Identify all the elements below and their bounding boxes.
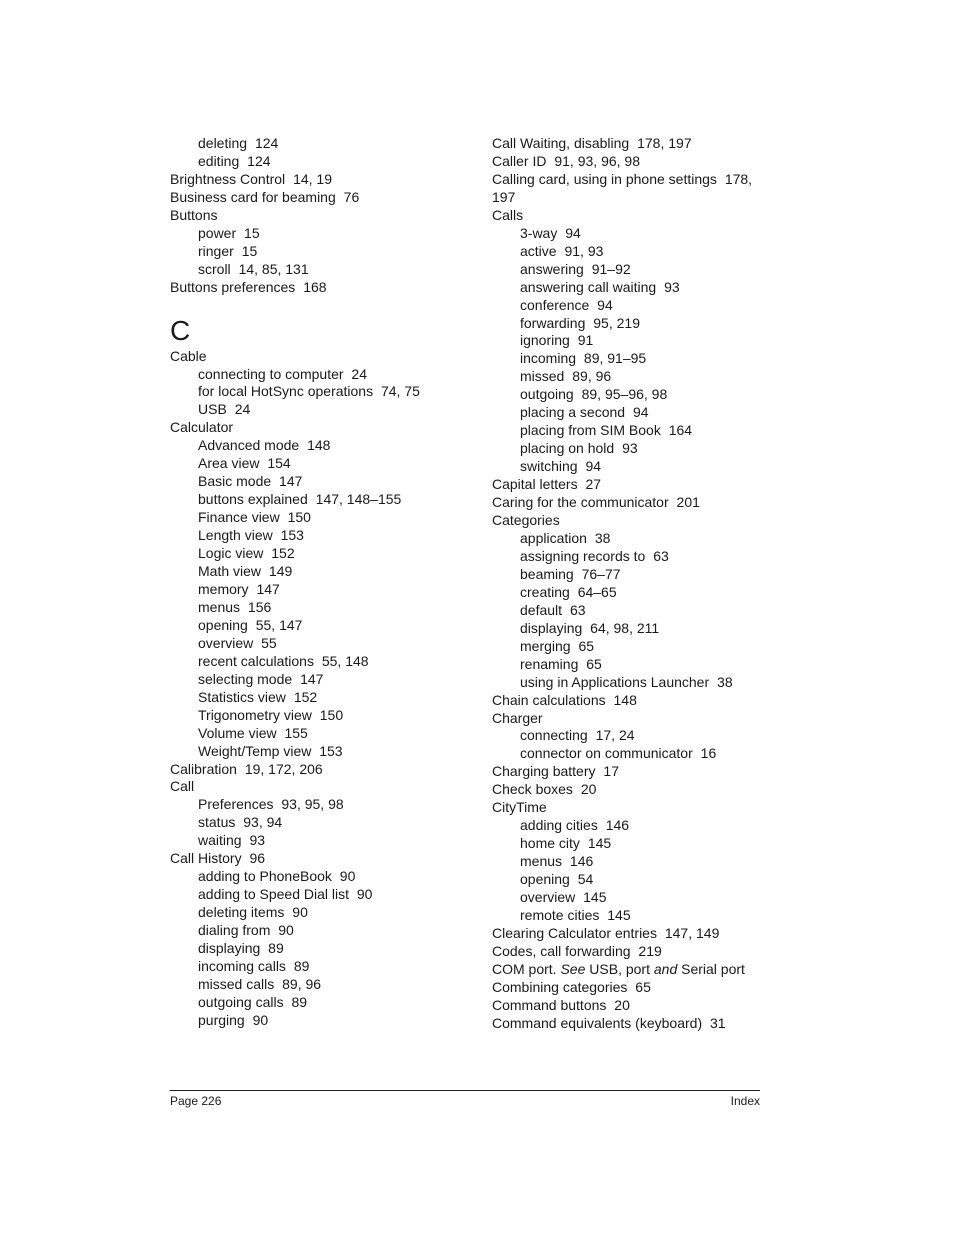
index-entry	[170, 225, 470, 243]
entry-pages: 14, 85, 131	[238, 260, 309, 277]
entry-pages: 14, 19	[293, 170, 332, 187]
index-entry	[492, 943, 760, 961]
index-entry	[170, 886, 470, 904]
entry-term: COM port.	[492, 960, 557, 977]
entry-pages: 91–92	[591, 260, 631, 277]
index-entry	[170, 976, 470, 994]
entry-pages: 149	[268, 563, 293, 580]
entry-term: opening	[520, 871, 570, 888]
entry-term: Basic mode	[198, 473, 272, 490]
index-entry	[170, 994, 470, 1012]
entry-pages: 94	[597, 296, 613, 313]
index-entry	[170, 814, 470, 832]
index-entry	[492, 710, 760, 728]
entry-pages: 156	[247, 598, 272, 615]
entry-term: opening	[198, 616, 248, 633]
entry-pages: 24	[351, 365, 367, 382]
entry-pages: 89	[291, 993, 308, 1010]
index-entry	[492, 279, 760, 297]
entry-term: missed	[520, 368, 565, 385]
entry-term: connecting	[520, 727, 588, 744]
entry-pages: 89, 96	[282, 975, 322, 992]
entry-pages: 124	[247, 152, 271, 169]
entry-pages: 63	[569, 601, 586, 618]
index-entry	[492, 225, 760, 243]
index-entry	[492, 584, 760, 602]
entry-term: outgoing	[520, 386, 574, 403]
index-entry	[492, 386, 760, 404]
entry-term: adding cities	[520, 817, 598, 834]
index-entry	[170, 868, 470, 886]
index-entry	[492, 476, 760, 494]
index-entry	[170, 279, 470, 297]
see-reference-target: USB, port	[589, 960, 650, 977]
index-entry	[492, 297, 760, 315]
index-entry	[492, 889, 760, 907]
index-entry	[492, 315, 760, 333]
entry-term: scroll	[198, 260, 231, 277]
entry-pages: 24	[234, 401, 251, 418]
entry-pages: 201	[676, 494, 700, 511]
index-entry	[170, 171, 470, 189]
entry-term: Capital letters	[492, 476, 578, 493]
entry-term: buttons explained	[198, 491, 308, 508]
entry-term: Categories	[492, 512, 560, 529]
entry-pages: 38	[594, 529, 611, 546]
entry-pages: 91, 93, 96, 98	[554, 152, 640, 169]
entry-term: power	[198, 224, 237, 241]
entry-term: ignoring	[520, 332, 570, 349]
index-entry	[170, 455, 470, 473]
entry-pages: 64–65	[577, 583, 617, 600]
index-entry	[170, 491, 470, 509]
entry-term: Weight/Temp view	[198, 742, 312, 759]
entry-term: selecting mode	[198, 670, 293, 687]
entry-term: placing a second	[520, 404, 626, 421]
entry-pages: 55	[261, 634, 277, 651]
entry-term: Preferences	[198, 796, 274, 813]
index-entry	[492, 781, 760, 799]
entry-term: outgoing calls	[198, 993, 284, 1010]
index-entry	[492, 961, 760, 979]
entry-pages: 178, 197	[637, 135, 692, 151]
index-entry	[170, 725, 470, 743]
entry-pages: 219	[638, 942, 662, 959]
entry-term: answering	[520, 260, 584, 277]
entry-term: missed calls	[198, 975, 275, 992]
entry-pages: 93	[249, 832, 266, 849]
entry-pages: 153	[319, 742, 343, 759]
entry-term: Charging battery	[492, 763, 596, 780]
entry-term: Length view	[198, 527, 273, 544]
index-column-right	[492, 135, 760, 1033]
entry-pages: 153	[280, 527, 304, 544]
entry-term: using in Applications Launcher	[520, 673, 710, 690]
index-entry	[492, 871, 760, 889]
index-entry	[170, 419, 470, 437]
footer-rule	[170, 1090, 760, 1091]
entry-term: USB	[198, 401, 227, 418]
index-entry	[170, 366, 470, 384]
entry-term: forwarding	[520, 314, 586, 331]
entry-term: Command equivalents (keyboard)	[492, 1014, 703, 1031]
entry-pages: 124	[254, 135, 279, 151]
index-entry	[170, 599, 470, 617]
index-entry	[492, 530, 760, 548]
entry-pages: 94	[565, 224, 581, 241]
entry-term: Math view	[198, 563, 262, 580]
entry-term: overview	[198, 634, 254, 651]
entry-pages: 147	[300, 670, 324, 687]
index-entry	[492, 422, 760, 440]
entry-term: Command buttons	[492, 996, 607, 1013]
entry-pages: 148	[307, 437, 331, 454]
index-entry	[492, 620, 760, 638]
entry-pages: 20	[580, 781, 597, 798]
index-entry	[170, 635, 470, 653]
entry-term: Brightness Control	[170, 170, 286, 187]
entry-pages: 19, 172, 206	[244, 760, 323, 777]
entry-term: Codes, call forwarding	[492, 942, 631, 959]
entry-term: Calibration	[170, 760, 237, 777]
entry-pages: 64, 98, 211	[590, 619, 660, 636]
entry-term: Calling card, using in phone settings	[492, 170, 717, 187]
entry-pages: 27	[585, 476, 602, 493]
entry-pages: 90	[292, 904, 308, 921]
entry-term: status	[198, 814, 236, 831]
entry-term: Business card for beaming	[170, 188, 336, 205]
index-entry	[170, 922, 470, 940]
entry-pages: 76–77	[581, 565, 621, 582]
entry-term: connecting to computer	[198, 365, 344, 382]
index-entry	[170, 563, 470, 581]
entry-pages: 147, 148–155	[315, 491, 402, 508]
index-entry	[170, 958, 470, 976]
entry-pages: 65	[578, 637, 595, 654]
entry-pages: 150	[287, 509, 311, 526]
entry-term: conference	[520, 296, 590, 313]
entry-pages: 91, 93	[564, 242, 604, 259]
entry-term: Calls	[492, 206, 524, 223]
entry-term: Buttons preferences	[170, 278, 296, 295]
entry-term: waiting	[198, 832, 242, 849]
entry-term: displaying	[520, 619, 583, 636]
index-entry	[170, 153, 470, 171]
entry-term: for local HotSync operations	[198, 383, 374, 400]
entry-pages: 93	[664, 278, 680, 295]
entry-term: renaming	[520, 655, 579, 672]
entry-pages: 148	[613, 691, 637, 708]
entry-term: memory	[198, 580, 249, 597]
entry-pages: 94	[585, 458, 602, 475]
index-entry	[170, 1012, 470, 1030]
see-reference-label: See	[560, 960, 586, 977]
index-entry	[170, 545, 470, 563]
footer-section-title: Index	[730, 1094, 760, 1108]
entry-term: Volume view	[198, 724, 277, 741]
entry-pages: 147, 149	[664, 924, 720, 941]
entry-term: purging	[198, 1011, 245, 1028]
index-entry	[170, 189, 470, 207]
entry-pages: 94	[632, 404, 649, 421]
index-entry	[492, 440, 760, 458]
entry-term: overview	[520, 889, 576, 906]
entry-term: Cable	[170, 347, 207, 364]
entry-pages: 145	[587, 835, 612, 852]
entry-term: answering call waiting	[520, 278, 657, 295]
entry-pages: 90	[252, 1011, 269, 1028]
entry-term: Clearing Calculator entries	[492, 924, 657, 941]
entry-term: Caller ID	[492, 152, 547, 169]
index-entry	[170, 832, 470, 850]
index-entry	[492, 799, 760, 817]
index-column-left	[170, 135, 470, 1030]
entry-pages: 96	[249, 850, 266, 867]
index-entry	[492, 368, 760, 386]
index-entry	[170, 689, 470, 707]
index-entry	[492, 135, 760, 153]
index-entry	[170, 796, 470, 814]
index-entry	[492, 727, 760, 745]
entry-term: Call Waiting, disabling	[492, 135, 630, 151]
entry-pages: 93, 94	[243, 814, 283, 831]
index-entry	[170, 383, 470, 401]
entry-pages: 15	[244, 224, 260, 241]
index-entry	[492, 656, 760, 674]
entry-pages: 89, 96	[572, 368, 612, 385]
index-entry	[170, 904, 470, 922]
index-entry	[492, 548, 760, 566]
entry-pages: 89, 91–95	[583, 350, 647, 367]
entry-pages: 146	[569, 853, 594, 870]
entry-pages: 145	[583, 889, 607, 906]
index-entry	[492, 602, 760, 620]
entry-term: Combining categories	[492, 978, 628, 995]
index-entry	[170, 473, 470, 491]
entry-pages: 89	[268, 940, 284, 957]
entry-term: displaying	[198, 940, 261, 957]
entry-pages: 17	[603, 763, 619, 780]
entry-term: placing from SIM Book	[520, 422, 661, 439]
entry-pages: 65	[586, 655, 602, 672]
entry-term: remote cities	[520, 906, 600, 923]
entry-pages: 90	[356, 886, 373, 903]
entry-pages: 178, 197	[492, 170, 753, 205]
entry-pages: 76	[343, 188, 360, 205]
index-entry	[492, 835, 760, 853]
entry-term: Statistics view	[198, 688, 286, 705]
index-entry	[492, 925, 760, 943]
entry-pages: 146	[605, 817, 630, 834]
index-entry	[492, 332, 760, 350]
entry-term: Finance view	[198, 509, 280, 526]
entry-pages: 152	[293, 688, 318, 705]
index-entry	[492, 763, 760, 781]
index-entry	[170, 437, 470, 455]
index-entry	[492, 350, 760, 368]
entry-pages: 155	[284, 724, 308, 741]
index-entry	[492, 674, 760, 692]
index-entry	[170, 940, 470, 958]
index-entry	[170, 207, 470, 225]
entry-term: Chain calculations	[492, 691, 606, 708]
index-entry	[170, 671, 470, 689]
index-entry	[492, 404, 760, 422]
entry-term: deleting items	[198, 904, 285, 921]
entry-pages: 55, 148	[321, 652, 369, 669]
index-entry	[170, 850, 470, 868]
entry-term: incoming	[520, 350, 577, 367]
entry-pages: 93	[622, 440, 638, 457]
entry-term: Check boxes	[492, 781, 573, 798]
index-entry	[170, 243, 470, 261]
entry-term: creating	[520, 583, 570, 600]
index-entry	[170, 261, 470, 279]
entry-term: menus	[520, 853, 563, 870]
entry-term: menus	[198, 598, 241, 615]
entry-term: application	[520, 529, 587, 546]
index-entry	[492, 853, 760, 871]
index-entry	[492, 458, 760, 476]
entry-term: connector on communicator	[520, 745, 693, 762]
entry-term: adding to Speed Dial list	[198, 886, 349, 903]
entry-pages: 54	[577, 871, 594, 888]
index-letter-heading: C	[170, 314, 191, 346]
index-entry	[492, 243, 760, 261]
entry-term: switching	[520, 458, 578, 475]
index-entry	[170, 653, 470, 671]
entry-pages: 16	[700, 745, 717, 762]
entry-term: editing	[198, 152, 240, 169]
index-entry	[492, 512, 760, 530]
index-entry	[492, 907, 760, 925]
entry-pages: 20	[614, 996, 630, 1013]
entry-pages: 154	[267, 455, 291, 472]
index-entry	[170, 527, 470, 545]
entry-term: 3-way	[520, 224, 558, 241]
entry-term: beaming	[520, 565, 574, 582]
index-entry	[170, 135, 470, 153]
index-entry	[492, 494, 760, 512]
entry-pages: 147	[279, 473, 303, 490]
entry-pages: 164	[668, 422, 693, 439]
index-entry	[492, 207, 760, 225]
entry-pages: 145	[607, 906, 631, 923]
entry-pages: 89	[293, 957, 310, 974]
index-entry	[170, 778, 470, 796]
index-entry	[492, 745, 760, 763]
entry-term: home city	[520, 835, 580, 852]
index-entry	[170, 707, 470, 725]
entry-pages: 90	[339, 868, 356, 885]
index-entry	[492, 817, 760, 835]
index-entry	[492, 153, 760, 171]
index-entry	[170, 401, 470, 419]
entry-pages: 74, 75	[380, 383, 420, 400]
entry-term: Buttons	[170, 206, 218, 223]
entry-term: Logic view	[198, 545, 264, 562]
entry-pages: 38	[717, 673, 733, 690]
entry-pages: 17, 24	[595, 727, 635, 744]
entry-pages: 55, 147	[255, 616, 303, 633]
index-entry	[170, 743, 470, 761]
see-reference-target: Serial port	[681, 960, 745, 977]
entry-term: active	[520, 242, 557, 259]
index-entry	[170, 581, 470, 599]
entry-term: ringer	[198, 242, 234, 259]
entry-pages: 90	[278, 922, 294, 939]
entry-term: Call History	[170, 850, 242, 867]
entry-term: deleting	[198, 135, 248, 151]
entry-term: CityTime	[492, 799, 547, 816]
index-entry	[170, 617, 470, 635]
entry-term: adding to PhoneBook	[198, 868, 332, 885]
entry-term: Charger	[492, 709, 543, 726]
entry-pages: 31	[710, 1014, 726, 1031]
entry-term: assigning records to	[520, 547, 646, 564]
entry-pages: 91	[577, 332, 594, 349]
index-entry	[170, 348, 470, 366]
see-reference-conjunction: and	[653, 960, 678, 977]
entry-term: Call	[170, 778, 195, 795]
index-entry	[492, 566, 760, 584]
entry-term: placing on hold	[520, 440, 615, 457]
entry-pages: 65	[635, 978, 651, 995]
index-entry	[170, 509, 470, 527]
index-entry	[492, 171, 760, 207]
index-entry	[492, 261, 760, 279]
entry-pages: 150	[319, 706, 344, 723]
footer-page-number: Page 226	[170, 1094, 222, 1108]
entry-pages: 15	[241, 242, 258, 259]
index-entry	[492, 979, 760, 997]
entry-pages: 89, 95–96, 98	[581, 386, 668, 403]
entry-term: default	[520, 601, 563, 618]
entry-term: Trigonometry view	[198, 706, 312, 723]
index-entry	[492, 638, 760, 656]
entry-term: Calculator	[170, 419, 234, 436]
entry-pages: 63	[653, 547, 669, 564]
entry-term: merging	[520, 637, 571, 654]
entry-term: Caring for the communicator	[492, 494, 669, 511]
entry-pages: 147	[256, 580, 280, 597]
entry-pages: 93, 95, 98	[281, 796, 344, 813]
entry-pages: 95, 219	[593, 314, 640, 331]
entry-term: Area view	[198, 455, 260, 472]
entry-term: incoming calls	[198, 957, 286, 974]
entry-pages: 152	[271, 545, 295, 562]
entry-term: dialing from	[198, 922, 271, 939]
entry-term: Advanced mode	[198, 437, 300, 454]
entry-pages: 168	[303, 278, 327, 295]
entry-term: recent calculations	[198, 652, 314, 669]
index-entry	[492, 692, 760, 710]
index-entry	[170, 761, 470, 779]
index-entry	[492, 997, 760, 1015]
index-entry	[492, 1015, 760, 1033]
